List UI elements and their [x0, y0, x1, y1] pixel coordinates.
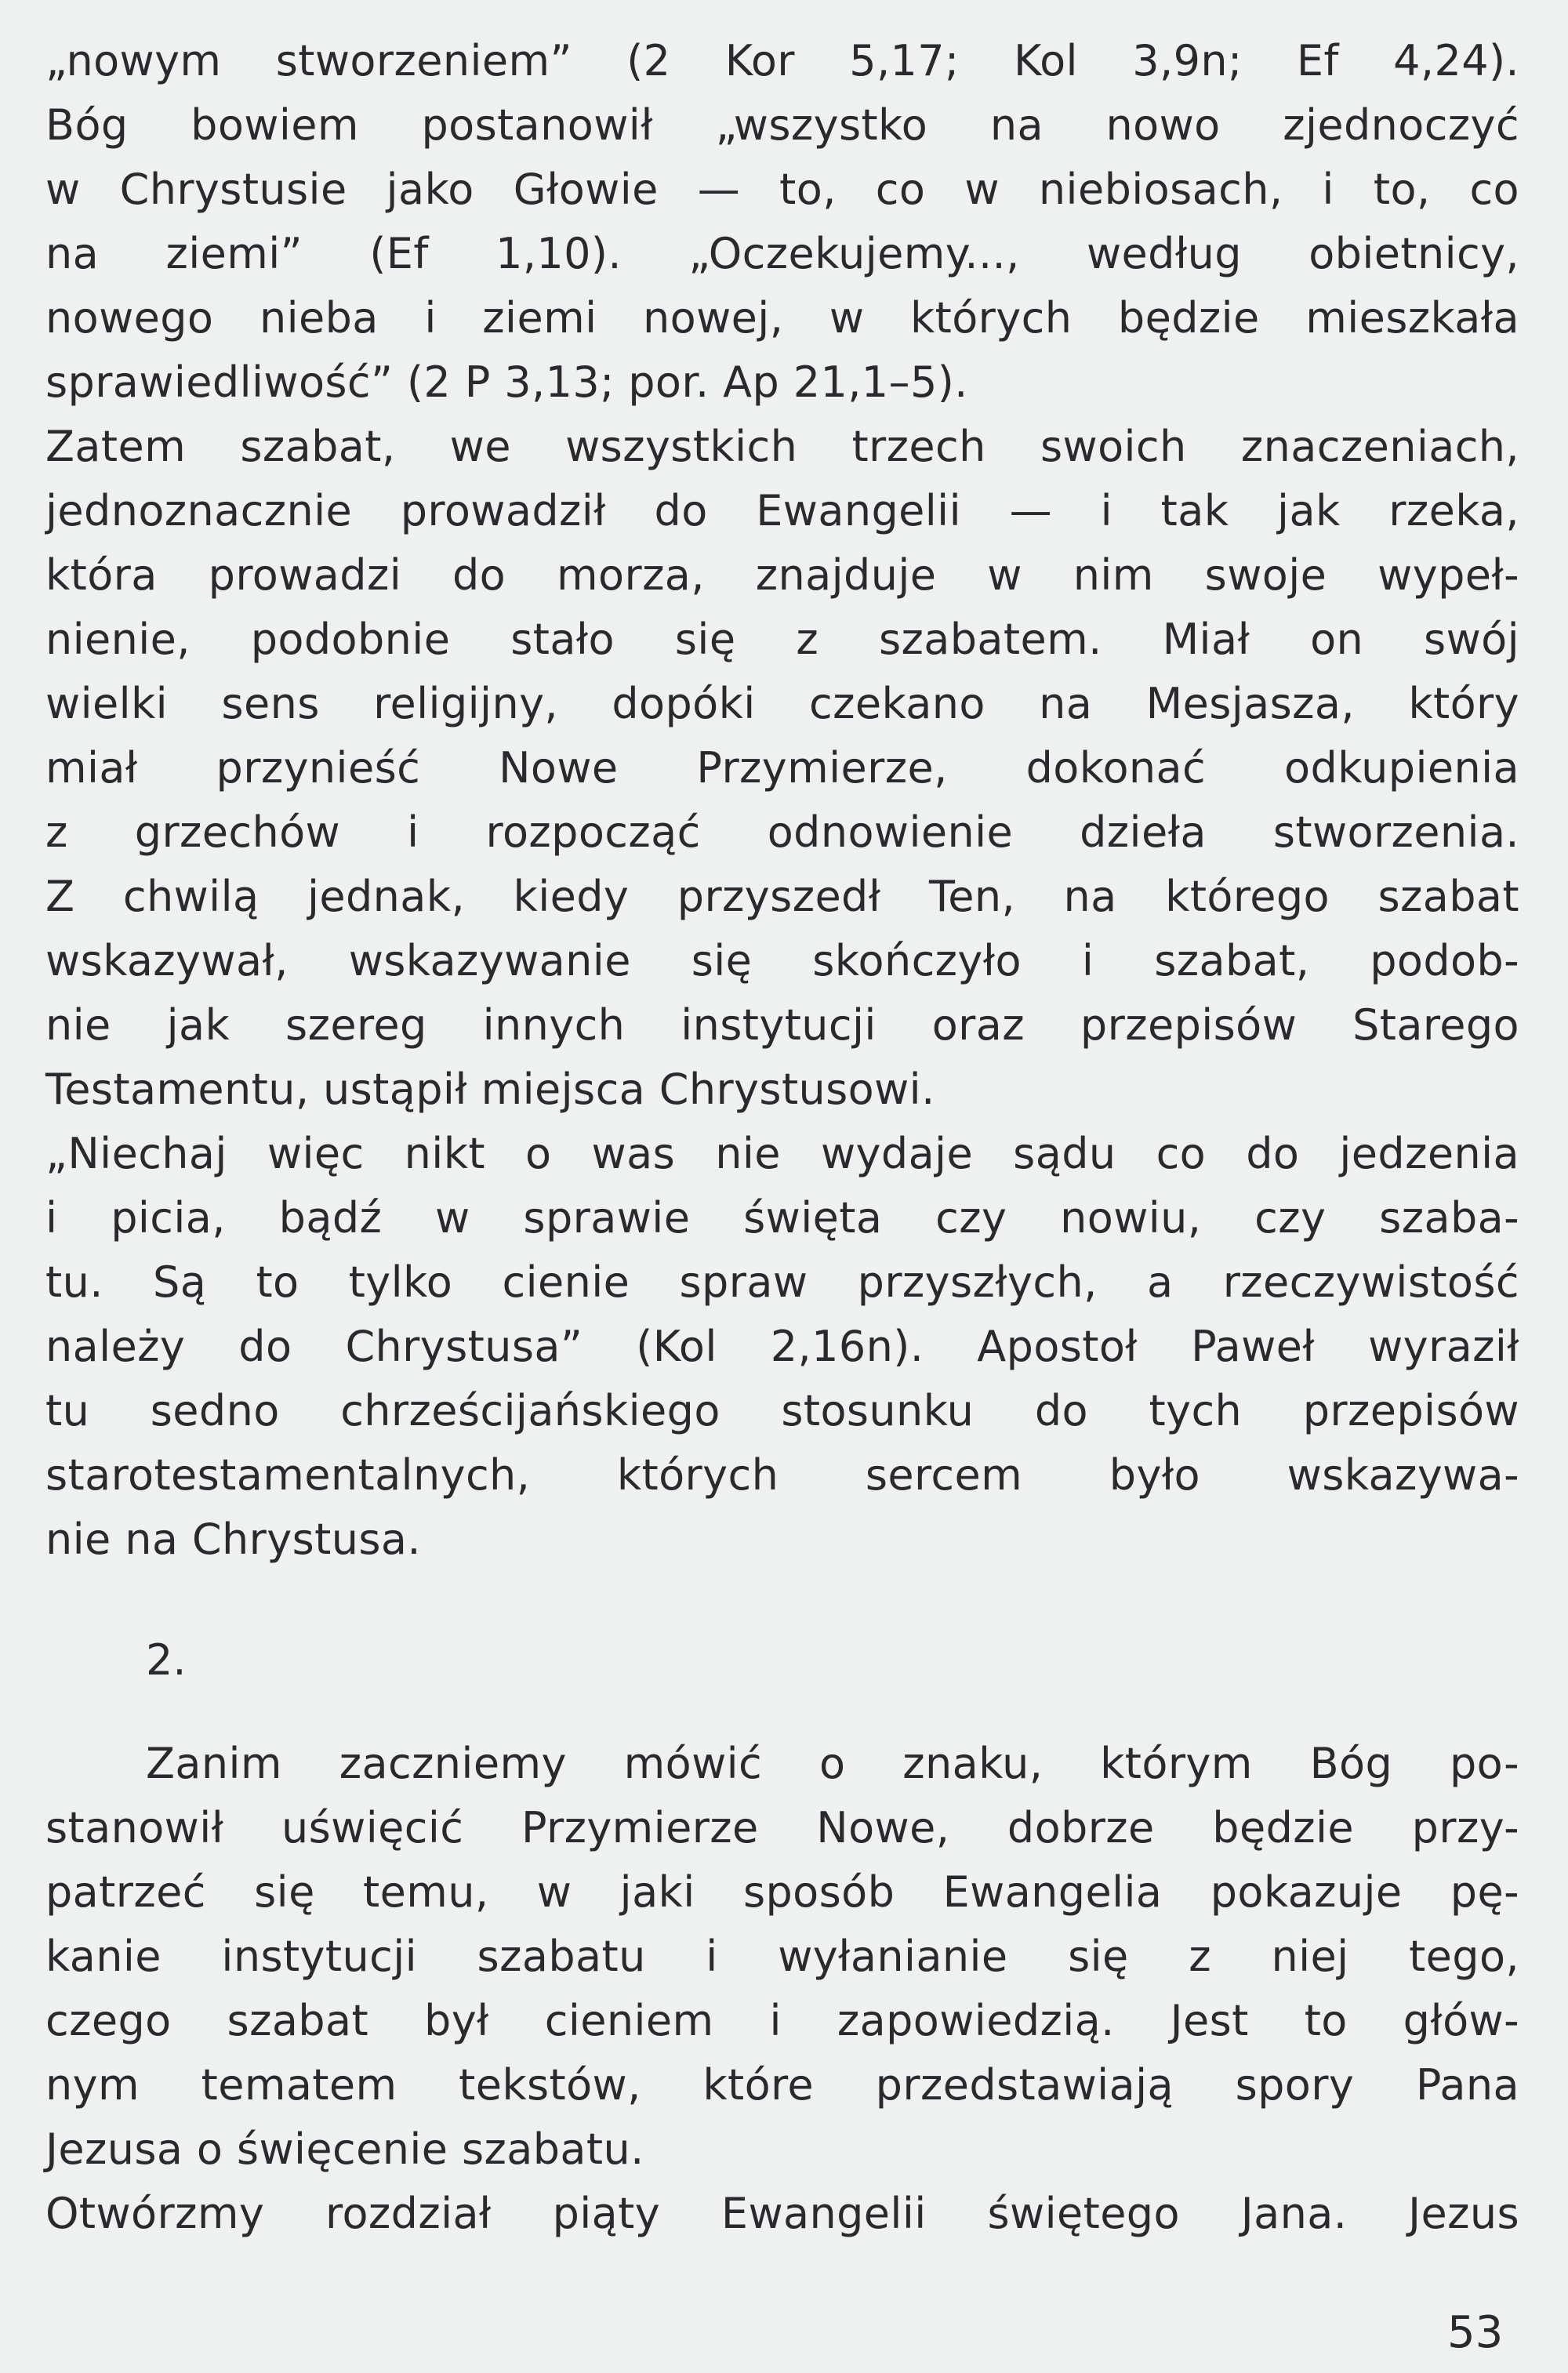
text-line: nie jak szereg innych instytucji oraz przepisów Starego [45, 1000, 1519, 1050]
text-line: tu sedno chrześcijańskiego stosunku do tych przepisów [45, 1386, 1519, 1435]
text-line: na ziemi” (Ef 1,10). „Oczekujemy..., według obietnicy, [45, 229, 1519, 278]
text-line: nienie, podobnie stało się z szabatem. Miał on swój [45, 615, 1519, 664]
text-line: Otwórzmy rozdział piąty Ewangelii świętego Jana. Jezus [45, 2189, 1519, 2238]
text-line: wskazywał, wskazywanie się skończyło i szabat, podob- [45, 936, 1519, 985]
text-line: „nowym stworzeniem” (2 Kor 5,17; Kol 3,9n; Ef 4,24). [45, 36, 1519, 85]
text-line: „Niechaj więc nikt o was nie wydaje sądu co do jedzenia [45, 1129, 1519, 1178]
text-line: starotestamentalnych, których sercem było wskazywa- [45, 1450, 1519, 1500]
text-line: Z chwilą jednak, kiedy przyszedł Ten, na którego szabat [45, 872, 1519, 921]
text-line: tu. Są to tylko cienie spraw przyszłych, a rzeczywistość [45, 1257, 1519, 1307]
text-line: jednoznacznie prowadził do Ewangelii — i tak jak rzeka, [45, 486, 1519, 535]
text-line: sprawiedliwość” (2 P 3,13; por. Ap 21,1–5). [45, 357, 968, 407]
text-line: miał przynieść Nowe Przymierze, dokonać odkupienia [45, 743, 1519, 793]
text-line: kanie instytucji szabatu i wyłanianie się z niej tego, [45, 1932, 1519, 1981]
text-line: w Chrystusie jako Głowie — to, co w niebiosach, i to, co [45, 165, 1519, 214]
text-line: Jezusa o święcenie szabatu. [45, 2124, 644, 2174]
text-line: Bóg bowiem postanowił „wszystko na nowo zjednoczyć [45, 100, 1519, 150]
text-line: należy do Chrystusa” (Kol 2,16n). Apostoł Paweł wyraził [45, 1322, 1519, 1371]
text-line: Zatem szabat, we wszystkich trzech swoich znaczeniach, [45, 422, 1519, 471]
text-line: i picia, bądź w sprawie święta czy nowiu, czy szaba- [45, 1193, 1519, 1243]
text-line: z grzechów i rozpocząć odnowienie dzieła stworzenia. [45, 807, 1519, 857]
text-line: nym tematem tekstów, które przedstawiają spory Pana [45, 2060, 1519, 2110]
section-number: 2. [146, 1635, 187, 1685]
text-line: która prowadzi do morza, znajduje w nim swoje wypeł- [45, 550, 1519, 600]
text-line: Testamentu, ustąpił miejsca Chrystusowi. [45, 1065, 935, 1114]
text-line: stanowił uświęcić Przymierze Nowe, dobrze będzie przy- [45, 1803, 1519, 1852]
page-number: 53 [1447, 2307, 1504, 2358]
text-line: nowego nieba i ziemi nowej, w których będzie mieszkała [45, 293, 1519, 343]
text-line: nie na Chrystusa. [45, 1515, 421, 1564]
text-line: czego szabat był cieniem i zapowiedzią. Jest to głów- [45, 1996, 1519, 2045]
text-line: Zanim zaczniemy mówić o znaku, którym Bóg po- [146, 1739, 1519, 1788]
text-line: patrzeć się temu, w jaki sposób Ewangelia pokazuje pę- [45, 1867, 1519, 1917]
text-line: wielki sens religijny, dopóki czekano na Mesjasza, który [45, 679, 1519, 728]
